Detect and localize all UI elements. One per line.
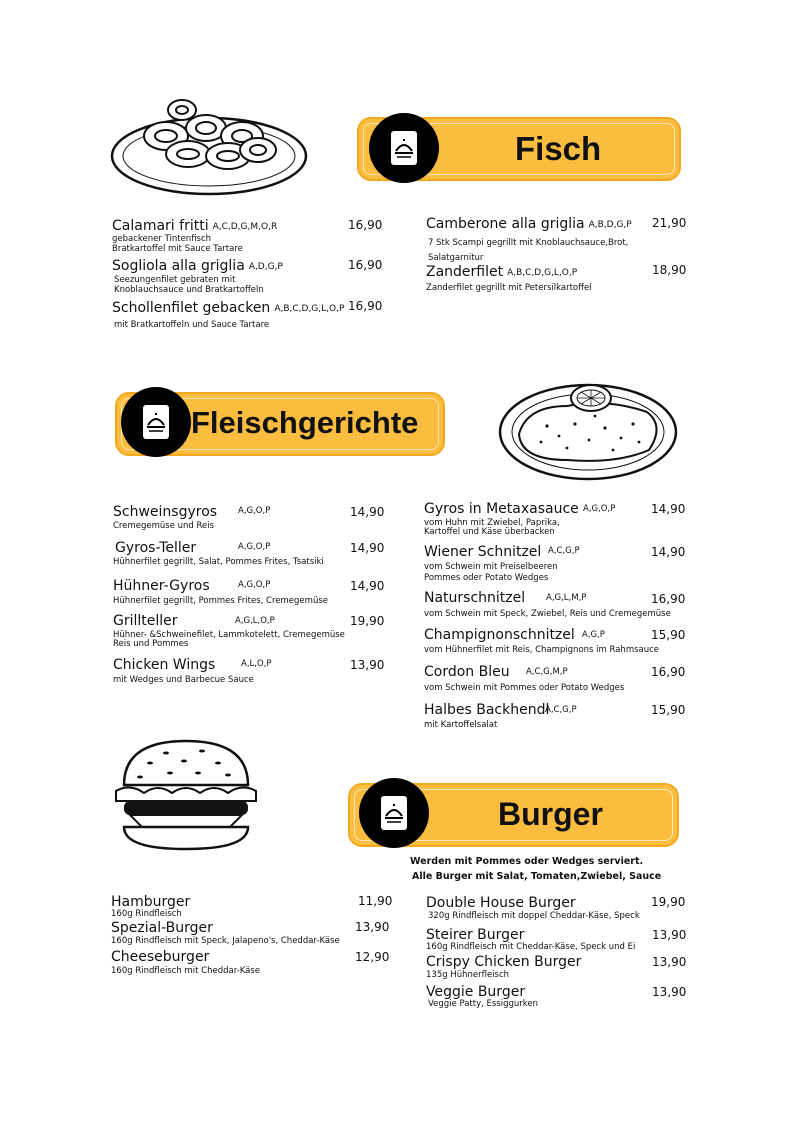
- dish-price: 18,90: [652, 263, 687, 277]
- dish-price: 16,90: [651, 592, 686, 606]
- dish-price: 16,90: [651, 665, 686, 679]
- dish-name: Gyros-Teller: [115, 540, 197, 556]
- dish-desc: vom Schwein mit Speck, Zwiebel, Reis und Cremegemüse: [424, 609, 671, 619]
- dish-desc: mit Kartoffelsalat: [424, 720, 498, 730]
- fleisch-title: Fleischgerichte: [191, 405, 419, 440]
- dish-allergens: A,L,O,P: [241, 659, 272, 669]
- dish-allergens: A,G,O,P: [238, 506, 271, 516]
- dish-name: Schollenfilet gebacken A,B,C,D,G,L,O,P: [112, 300, 345, 316]
- dish-desc: 320g Rindfleisch mit doppel Cheddar-Käse, Speck: [428, 911, 640, 921]
- dish-price: 16,90: [348, 299, 383, 313]
- dish-price: 13,90: [350, 658, 385, 672]
- calamari-plate-icon: [106, 92, 312, 202]
- dish-name: Naturschnitzel: [424, 590, 526, 606]
- dish-desc: mit Wedges und Barbecue Sauce: [113, 675, 254, 685]
- menu-cloche-icon: [369, 113, 439, 183]
- dish-price: 14,90: [651, 545, 686, 559]
- dish-name: Double House Burger: [426, 895, 576, 911]
- dish-desc: Zanderfilet gegrillt mit Petersilkartoffel: [426, 283, 592, 293]
- dish-name: Crispy Chicken Burger: [426, 954, 582, 970]
- dish-desc: 160g Rindfleisch mit Cheddar-Käse, Speck und Ei: [426, 942, 636, 952]
- dish-allergens: A,G,L,O,P: [235, 616, 275, 626]
- dish-price: 15,90: [651, 628, 686, 642]
- dish-desc: Hühner- &Schweinefilet, Lammkotelett, Cremegemüse Reis und Pommes: [113, 630, 345, 649]
- dish-price: 13,90: [652, 955, 687, 969]
- dish-name: Grillteller: [113, 613, 178, 629]
- dish-desc: gebackener Tintenfisch Bratkartoffel mit Sauce Tartare: [112, 234, 243, 254]
- dish-name: Spezial-Burger: [111, 920, 213, 936]
- dish-name: Calamari fritti A,C,D,G,M,O,R: [112, 218, 278, 234]
- dish-desc: Veggie Patty, Essiggurken: [428, 999, 539, 1009]
- dish-name: Veggie Burger: [426, 984, 526, 1000]
- dish-price: 13,90: [652, 928, 687, 942]
- dish-allergens: A,C,G,P: [545, 705, 577, 715]
- dish-name: Wiener Schnitzel: [424, 544, 542, 560]
- dish-price: 16,90: [348, 258, 383, 272]
- dish-price: 14,90: [350, 505, 385, 519]
- dish-name: Cheeseburger: [111, 949, 210, 965]
- dish-name: Zanderfilet A,B,C,D,G,L,O,P: [426, 264, 578, 280]
- dish-allergens: A,C,G,M,P: [526, 667, 568, 677]
- dish-name: Halbes Backhendl: [424, 702, 550, 718]
- dish-allergens: A,G,P: [582, 630, 605, 640]
- dish-desc: 135g Hühnerfleisch: [426, 970, 510, 980]
- dish-allergens: A,G,O,P: [583, 504, 616, 514]
- dish-desc: 160g Rindfleisch: [111, 909, 182, 919]
- burger-note: Werden mit Pommes oder Wedges serviert. Alle Burger mit Salat, Tomaten,Zwiebel, Sauce: [410, 856, 662, 882]
- schnitzel-plate-icon: [497, 376, 679, 484]
- dish-allergens: A,C,G,P: [548, 546, 580, 556]
- dish-desc: Cremegemüse und Reis: [113, 521, 215, 531]
- dish-desc: Hühnerfilet gegrillt, Pommes Frites, Cremegemüse: [113, 596, 328, 606]
- dish-desc: vom Hühnerfilet mit Reis, Champignons im Rahmsauce: [424, 645, 660, 655]
- burger-icon: [110, 735, 262, 855]
- dish-price: 11,90: [358, 894, 393, 908]
- dish-desc: 7 Stk Scampi gegrillt mit Knoblauchsauce,Brot, Salatgarnitur: [428, 238, 629, 263]
- dish-desc: vom Schwein mit Pommes oder Potato Wedges: [424, 683, 625, 693]
- dish-name: Hamburger: [111, 894, 191, 910]
- dish-desc: Seezungenfilet gebraten mit Knoblauchsauce und Bratkartoffeln: [114, 275, 264, 295]
- dish-name: Champignonschnitzel: [424, 627, 575, 643]
- dish-price: 21,90: [652, 216, 687, 230]
- dish-price: 16,90: [348, 218, 383, 232]
- dish-allergens: A,G,L,M,P: [546, 593, 587, 603]
- menu-cloche-icon: [359, 778, 429, 848]
- dish-desc: mit Bratkartoffeln und Sauce Tartare: [114, 320, 270, 330]
- dish-price: 12,90: [355, 950, 390, 964]
- dish-name: Schweinsgyros: [113, 504, 218, 520]
- dish-price: 14,90: [350, 541, 385, 555]
- fisch-title: Fisch: [515, 130, 602, 167]
- dish-name: Steirer Burger: [426, 927, 525, 943]
- dish-name: Gyros in Metaxasauce: [424, 501, 579, 517]
- dish-name: Hühner-Gyros: [113, 578, 210, 594]
- burger-title: Burger: [498, 796, 603, 832]
- dish-desc: vom Schwein mit Preiselbeeren Pommes oder Potato Wedges: [424, 562, 558, 583]
- dish-desc: vom Huhn mit Zwiebel, Paprika, Kartoffel und Käse überbacken: [424, 518, 560, 537]
- dish-name: Camberone alla griglia A,B,D,G,P: [426, 216, 632, 232]
- dish-price: 13,90: [652, 985, 687, 999]
- dish-price: 19,90: [651, 895, 686, 909]
- dish-desc: Hühnerfilet gegrillt, Salat, Pommes Frites, Tsatsiki: [113, 557, 324, 567]
- dish-name: Chicken Wings: [113, 657, 216, 673]
- dish-name: Sogliola alla griglia A,D,G,P: [112, 258, 283, 274]
- dish-desc: 160g Rindfleisch mit Speck, Jalapeno's, Cheddar-Käse: [111, 936, 340, 946]
- dish-desc: 160g Rindfleisch mit Cheddar-Käse: [111, 966, 261, 976]
- dish-price: 14,90: [350, 579, 385, 593]
- dish-allergens: A,G,O,P: [238, 542, 271, 552]
- dish-price: 15,90: [651, 703, 686, 717]
- dish-price: 19,90: [350, 614, 385, 628]
- dish-name: Cordon Bleu: [424, 664, 510, 680]
- dish-price: 13,90: [355, 920, 390, 934]
- dish-allergens: A,G,O,P: [238, 580, 271, 590]
- dish-price: 14,90: [651, 502, 686, 516]
- menu-cloche-icon: [121, 387, 191, 457]
